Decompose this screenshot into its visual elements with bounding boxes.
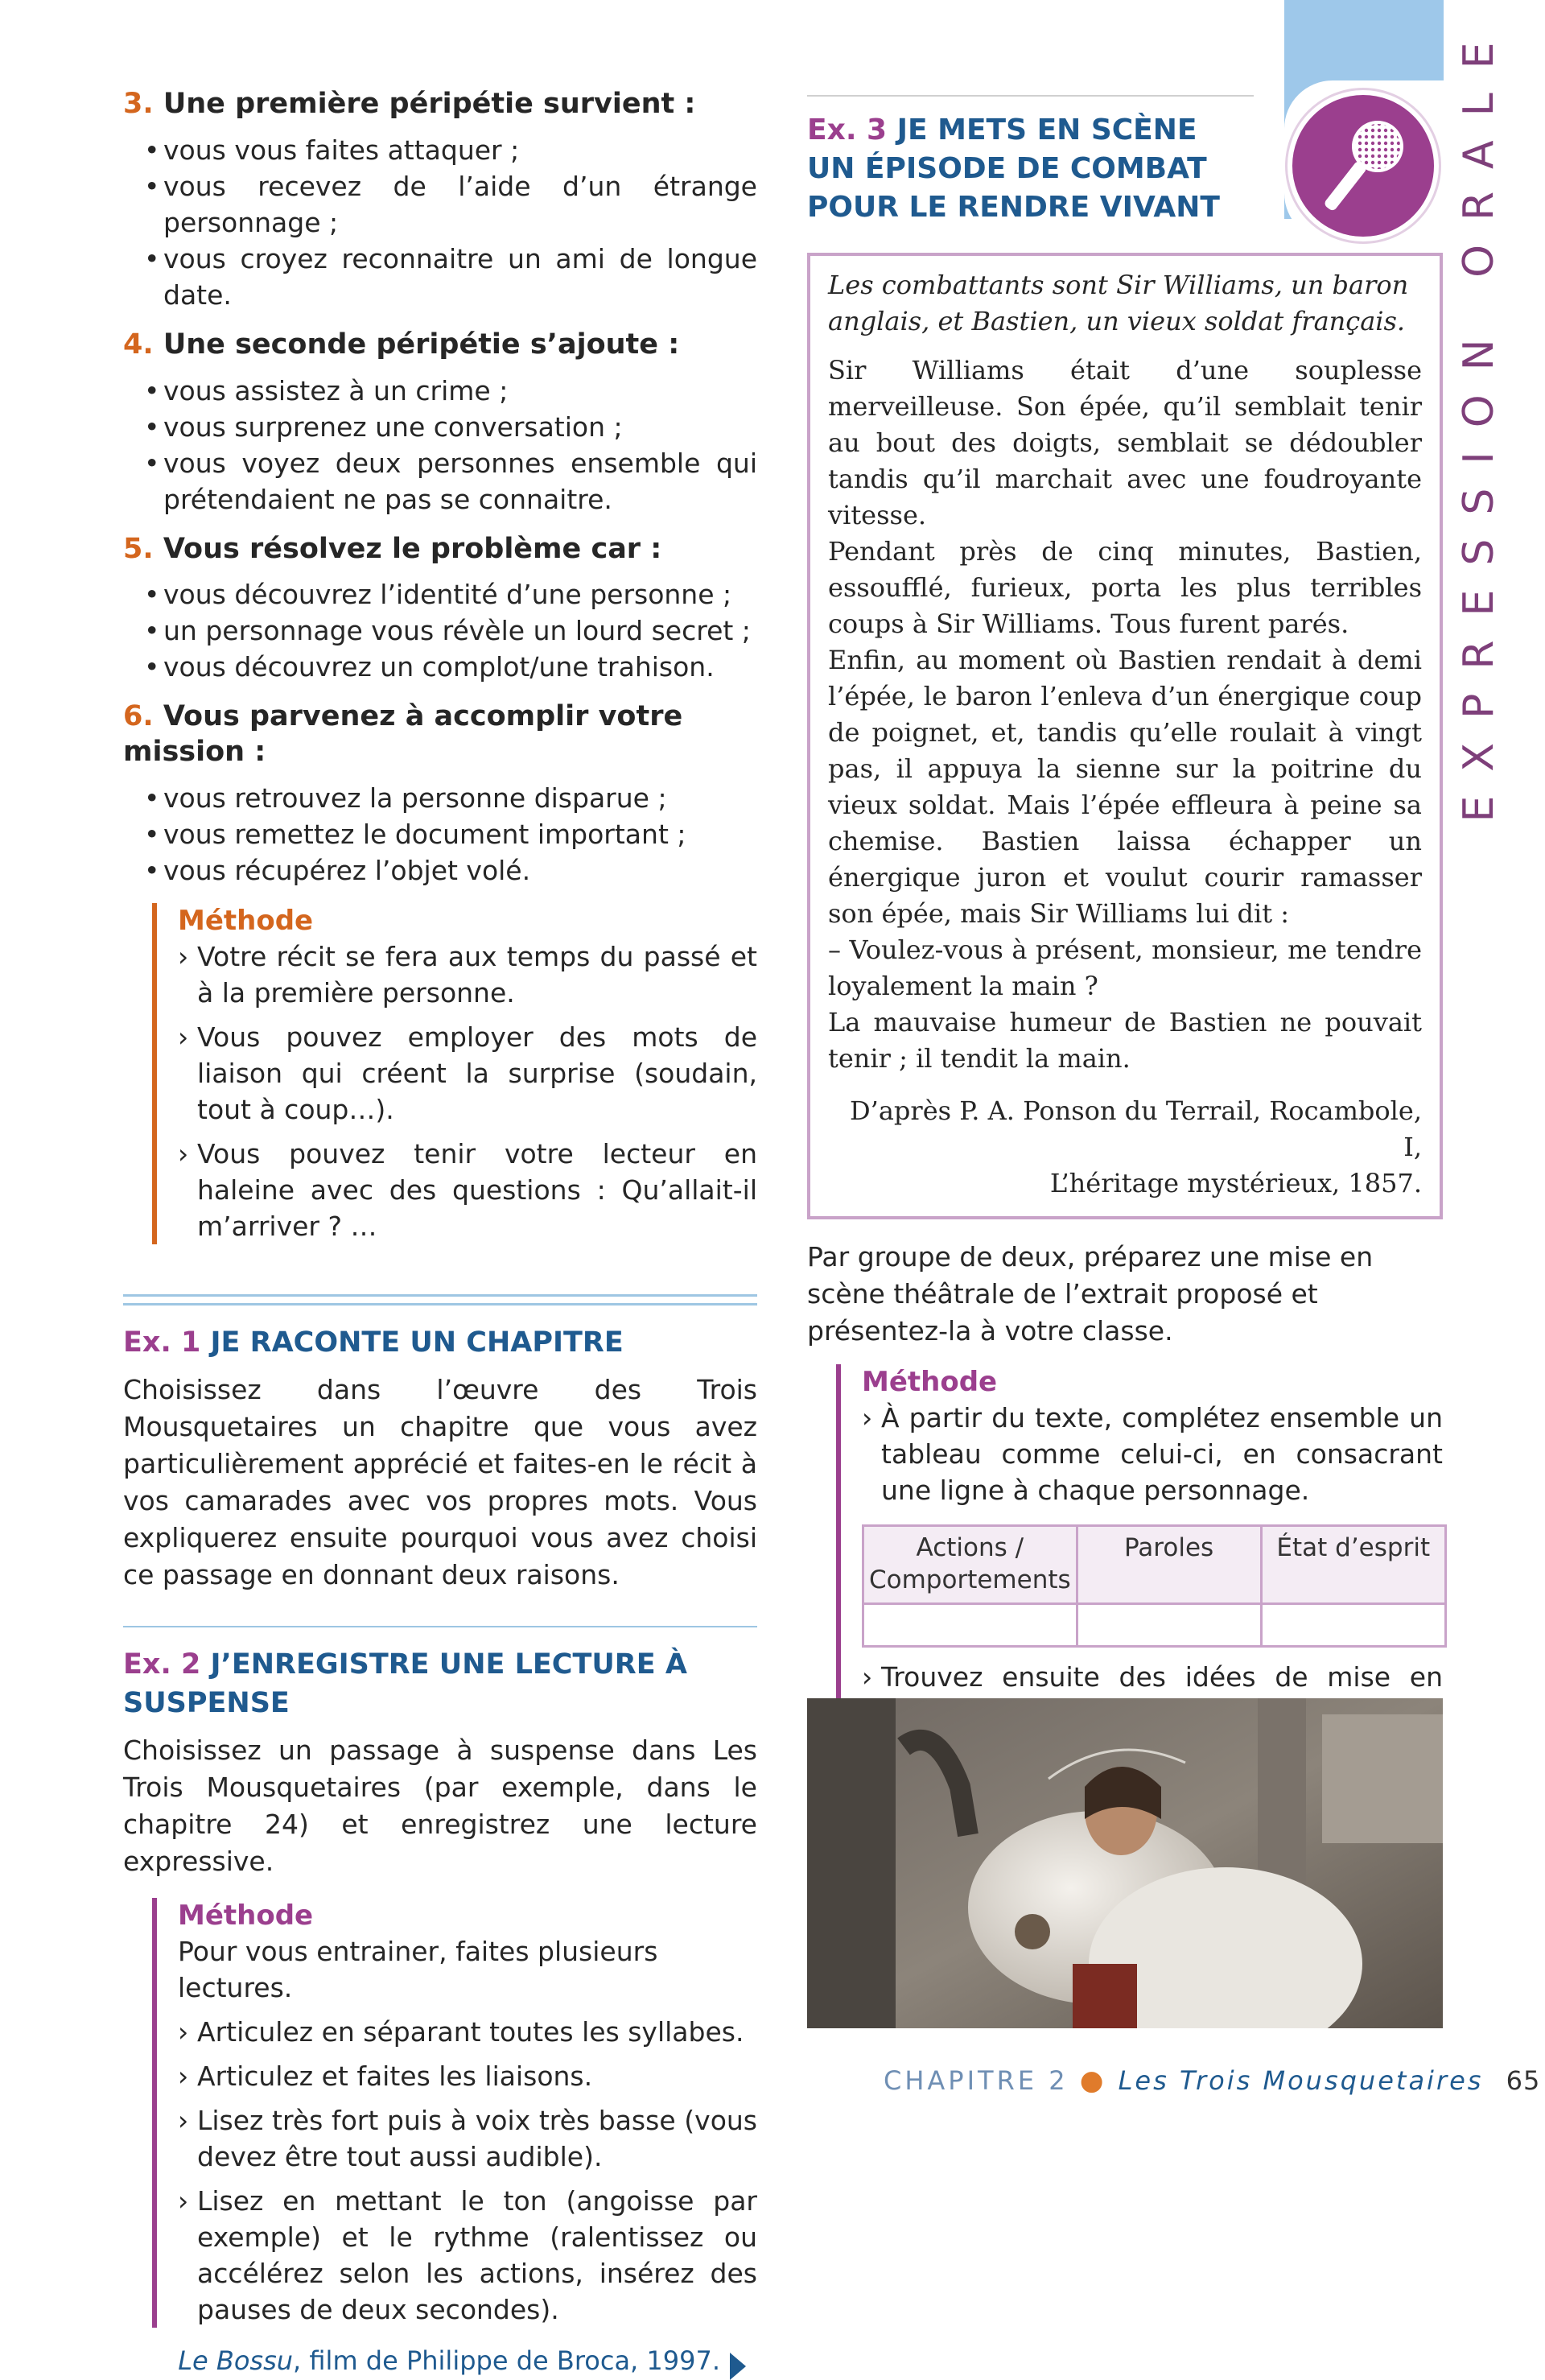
exercise-divider	[123, 1294, 757, 1305]
methode-item: › Vous pouvez tenir votre lecteur en haleine avec des questions : Qu’allait-il m’arriver ? …	[178, 1136, 757, 1244]
page-number: 65	[1506, 2065, 1541, 2096]
exercise-2-text: Choisissez un passage à suspense dans Les Trois Mousquetaires (par exemple, dans le chapitre 24) et enregistrez une lecture expressive.	[123, 1734, 757, 1877]
methode-narration	[152, 903, 757, 1244]
film-still-illustration	[807, 1698, 1443, 2028]
table-cell	[1261, 1604, 1445, 1647]
methode-intro: Pour vous entrainer, faites plusieurs lectures.	[178, 1935, 658, 2003]
excerpt-paragraph: Enfin, au moment où Bastien rendait à demi l’épée, le baron l’enleva d’un énergique coup de poignet, et, tandis qu’elle roulait à vingt pas, il appuya la sienne sur la poitrine du vieux soldat. Mais l’épée effleura à peine sa chemise. Bastien laissa échapper un énergique juron et voulut courir ramasser son épée, mais Sir Williams lui dit :	[828, 645, 1422, 929]
methode-item: › Lisez en mettant le ton (angoisse par exemple) et le rythme (ralentissez ou accélérez selon les actions, insérez des pauses de deux secondes).	[178, 2183, 757, 2328]
footer-bullet-icon: ●	[1079, 2064, 1107, 2097]
step-options	[123, 780, 757, 889]
film-still-photo	[807, 1698, 1443, 2028]
methode-lecture	[152, 1898, 757, 2328]
list-item: • vous surprenez une conversation ;	[163, 409, 757, 445]
methode-title: Méthode	[862, 1366, 998, 1398]
table-header: Paroles	[1077, 1526, 1261, 1604]
list-item: • vous retrouvez la personne disparue ;	[163, 780, 757, 816]
step-heading: 6. Vous parvenez à accomplir votre mission :	[123, 700, 683, 768]
step-heading: 4. Une seconde péripétie s’ajoute :	[123, 328, 680, 361]
left-column	[123, 87, 757, 2376]
exercise-divider	[123, 1626, 757, 1627]
table-header: État d’esprit	[1261, 1526, 1445, 1604]
right-column	[807, 95, 1443, 1856]
exercise-1-text: Choisissez dans l’œuvre des Trois Mousquetaires un chapitre que vous avez particulièrement apprécié et faites-en le récit à vos camarades avec vos propres mots. Vous expliquerez ensuite pourquoi vous avez choisi ce passage en donnant deux raisons.	[123, 1373, 757, 1590]
list-item: • vous remettez le document important ;	[163, 816, 757, 852]
methode-item: › À partir du texte, complétez ensemble un tableau comme celui-ci, en consacrant une ligne à chaque personnage.	[862, 1400, 1443, 1508]
photo-caption: Le Bossu, film de Philippe de Broca, 1997.	[123, 2345, 757, 2376]
page-footer	[884, 2064, 1541, 2097]
exercise-3-instruction: Par groupe de deux, préparez une mise en scène théâtrale de l’extrait proposé et présentez-la à votre classe.	[807, 1241, 1374, 1347]
list-item: • un personnage vous révèle un lourd secret ;	[163, 613, 757, 649]
step-heading: 3. Une première péripétie survient :	[123, 88, 696, 120]
list-item: • vous recevez de l’aide d’un étrange personnage ;	[163, 168, 757, 241]
methode-title: Méthode	[178, 904, 314, 937]
list-item: • vous croyez reconnaitre un ami de longue date.	[163, 241, 757, 313]
footer-book-title: Les Trois Mousquetaires	[1118, 2065, 1484, 2096]
step-options	[123, 373, 757, 518]
caption-arrow-icon	[730, 2353, 746, 2380]
methode-item: › Vous pouvez employer des mots de liaison qui créent la surprise (soudain, tout à coup…).	[178, 1019, 757, 1128]
list-item: • vous voyez deux personnes ensemble qui prétendaient ne pas se connaitre.	[163, 445, 757, 518]
excerpt-box	[807, 253, 1443, 1219]
list-item: • vous récupérez l’objet volé.	[163, 852, 757, 889]
step-options	[123, 132, 757, 313]
exercise-1-heading: Ex. 1 JE RACONTE UN CHAPITRE	[123, 1326, 624, 1359]
steps-list	[123, 87, 757, 889]
exercise-3-heading: Ex. 3 JE METS EN SCÈNE UN ÉPISODE DE COMBAT POUR LE RENDRE VIVANT	[807, 95, 1254, 227]
excerpt-paragraph: La mauvaise humeur de Bastien ne pouvait tenir ; il tendit la main.	[828, 1007, 1422, 1074]
footer-chapter: CHAPITRE 2	[884, 2065, 1069, 2096]
sidebar-label: EXPRESSION ORALE	[1454, 18, 1503, 823]
methode-item: › Votre récit se fera aux temps du passé et à la première personne.	[178, 938, 757, 1011]
staging-table	[862, 1524, 1447, 1648]
excerpt-paragraph: Sir Williams était d’une souplesse merveilleuse. Son épée, qu’il semblait tenir au bout des doigts, semblait se dédoubler tandis qu’il marchait avec une foudroyante vitesse.	[828, 355, 1422, 530]
table-cell	[1077, 1604, 1261, 1647]
step-options	[123, 576, 757, 685]
methode-item: › Articulez en séparant toutes les syllabes.	[178, 2014, 757, 2050]
list-item: • vous découvrez l’identité d’une personne ;	[163, 576, 757, 613]
exercise-2-heading: Ex. 2 J’ENREGISTRE UNE LECTURE À SUSPENSE	[123, 1648, 687, 1719]
methode-item: › Trouvez ensuite des idées de mise en	[862, 1659, 1443, 1767]
list-item: • vous assistez à un crime ;	[163, 373, 757, 409]
methode-item: › Articulez et faites les liaisons.	[178, 2058, 757, 2094]
table-cell	[863, 1604, 1077, 1647]
list-item: • vous découvrez un complot/une trahison.	[163, 649, 757, 685]
table-header: Actions / Comportements	[863, 1526, 1077, 1604]
list-item: • vous vous faites attaquer ;	[163, 132, 757, 168]
excerpt-paragraph: – Voulez-vous à présent, monsieur, me tendre loyalement la main ?	[828, 934, 1422, 1001]
excerpt-paragraph: Pendant près de cinq minutes, Bastien, essoufflé, furieux, porta les plus terribles coups à Sir Williams. Tous furent parés.	[828, 536, 1422, 639]
step-heading: 5. Vous résolvez le problème car :	[123, 532, 662, 565]
methode-item: › Lisez très fort puis à voix très basse (vous devez être tout aussi audible).	[178, 2102, 757, 2175]
methode-title: Méthode	[178, 1899, 314, 1932]
excerpt-intro: Les combattants sont Sir Williams, un baron anglais, et Bastien, un vieux soldat français.	[828, 270, 1409, 336]
excerpt-source: D’après P. A. Ponson du Terrail, Rocambole, I, L’héritage mystérieux, 1857.	[850, 1095, 1422, 1198]
